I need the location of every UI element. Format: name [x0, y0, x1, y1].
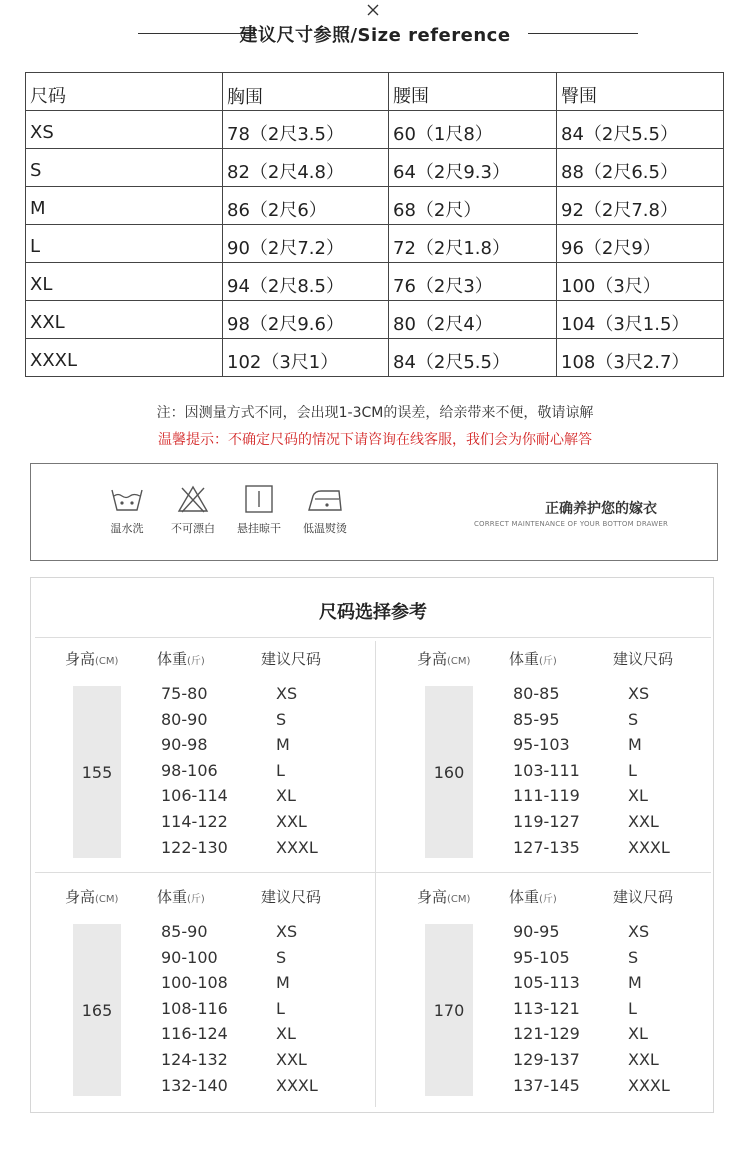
suggested-size: M — [628, 973, 642, 993]
weight-range: 129-137 — [513, 1049, 580, 1069]
weight-range: 75-80 — [161, 684, 208, 703]
table-cell: 98（2尺9.6） — [223, 301, 389, 339]
height-group-155 — [31, 638, 371, 868]
suggested-size: XXXL — [628, 1075, 670, 1095]
weight-range: 95-105 — [513, 947, 570, 967]
header-cell: 尺码 — [26, 73, 223, 111]
table-cell: M — [26, 187, 223, 225]
divider — [375, 641, 376, 1107]
suggested-size: M — [276, 735, 290, 755]
size-reference-header — [0, 18, 750, 48]
suggested-size: XXL — [628, 811, 659, 831]
table-cell: 60（1尺8） — [389, 111, 557, 149]
care-label: 温水洗 — [110, 522, 144, 535]
header-cell: 胸围 — [223, 73, 389, 111]
weight-range: 113-121 — [513, 998, 580, 1018]
low-iron-icon — [305, 484, 345, 514]
suggested-size: S — [628, 709, 639, 729]
suggested-size: XXXL — [276, 1075, 318, 1095]
weight-range: 98-106 — [161, 760, 218, 780]
weight-list — [161, 684, 228, 863]
weight-column-header: 体重(斤) — [509, 650, 557, 668]
suggested-size: XXXL — [628, 837, 670, 857]
weight-range: 95-103 — [513, 735, 570, 755]
weight-range: 137-145 — [513, 1075, 580, 1095]
weight-range: 105-113 — [513, 973, 580, 993]
height-value: 155 — [81, 763, 113, 782]
weight-list — [161, 922, 228, 1101]
table-row — [26, 263, 724, 301]
table-cell: 104（3尺1.5） — [557, 301, 724, 339]
care-item-low-iron — [285, 484, 365, 536]
measurement-note: 注：因测量方式不同，会出现1-3CM的误差，给亲带来不便，敬请谅解 — [156, 405, 594, 421]
table-cell: 90（2尺7.2） — [223, 225, 389, 263]
weight-range: 100-108 — [161, 973, 228, 993]
weight-range: 119-127 — [513, 811, 580, 831]
weight-range: 106-114 — [161, 786, 228, 806]
weight-column-header: 体重(斤) — [157, 888, 205, 906]
size-column-header: 建议尺码 — [613, 650, 674, 668]
size-column-header: 建议尺码 — [261, 650, 322, 668]
suggested-size: XL — [628, 786, 648, 806]
title-divider-right — [528, 33, 638, 34]
weight-range: 90-95 — [513, 922, 560, 941]
suggested-size: M — [628, 735, 642, 755]
header-cell: 腰围 — [389, 73, 557, 111]
table-cell: 108（3尺2.7） — [557, 339, 724, 377]
table-cell: 94（2尺8.5） — [223, 263, 389, 301]
weight-range: 111-119 — [513, 786, 580, 806]
size-selection-panel — [30, 577, 714, 1113]
weight-range: 90-98 — [161, 735, 208, 755]
table-cell: L — [26, 225, 223, 263]
table-row — [26, 225, 724, 263]
table-cell: 102（3尺1） — [223, 339, 389, 377]
weight-range: 80-85 — [513, 684, 560, 703]
care-subtitle: CORRECT MAINTENANCE OF YOUR BOTTOM DRAWER — [473, 520, 669, 528]
size-list — [276, 684, 318, 863]
table-cell: 82（2尺4.8） — [223, 149, 389, 187]
weight-range: 127-135 — [513, 837, 580, 857]
table-cell: 100（3尺） — [557, 263, 724, 301]
suggested-size: XS — [628, 684, 650, 703]
close-icon[interactable] — [366, 3, 380, 17]
suggested-size: XXXL — [276, 837, 318, 857]
suggested-size: L — [628, 998, 637, 1018]
height-group-165 — [31, 876, 371, 1106]
size-selection-title: 尺码选择参考 — [319, 602, 427, 623]
height-column-header: 身高(CM) — [65, 888, 119, 906]
suggested-size: XS — [628, 922, 650, 941]
weight-range: 116-124 — [161, 1024, 228, 1044]
height-value: 160 — [433, 763, 465, 782]
table-row — [26, 301, 724, 339]
height-group-170 — [383, 876, 723, 1106]
suggested-size: XL — [276, 1024, 296, 1044]
table-cell: 80（2尺4） — [389, 301, 557, 339]
table-row — [26, 111, 724, 149]
table-row — [26, 187, 724, 225]
warm-wash-icon — [110, 484, 144, 514]
suggested-size: XL — [628, 1024, 648, 1044]
height-value: 165 — [81, 1001, 113, 1020]
weight-column-header: 体重(斤) — [157, 650, 205, 668]
weight-range: 85-95 — [513, 709, 560, 729]
care-label: 不可漂白 — [171, 522, 215, 535]
height-column-header: 身高(CM) — [417, 888, 471, 906]
weight-range: 85-90 — [161, 922, 208, 941]
table-cell: XXL — [26, 301, 223, 339]
size-list — [276, 922, 318, 1101]
suggested-size: XXL — [276, 1049, 307, 1069]
weight-range: 108-116 — [161, 998, 228, 1018]
table-cell: 92（2尺7.8） — [557, 187, 724, 225]
weight-range: 132-140 — [161, 1075, 228, 1095]
suggested-size: L — [276, 760, 285, 780]
page-title: 建议尺寸参照/Size reference — [239, 25, 511, 46]
suggested-size: XXL — [628, 1049, 659, 1069]
weight-list — [513, 922, 580, 1101]
divider — [35, 872, 711, 873]
weight-range: 121-129 — [513, 1024, 580, 1044]
size-column-header: 建议尺码 — [613, 888, 674, 906]
table-cell: S — [26, 149, 223, 187]
care-label: 悬挂晾干 — [237, 522, 281, 535]
suggested-size: S — [276, 947, 287, 967]
suggested-size: S — [628, 947, 639, 967]
size-list — [628, 922, 670, 1101]
table-cell: XXXL — [26, 339, 223, 377]
warm-tip: 温馨提示：不确定尺码的情况下请咨询在线客服，我们会为你耐心解答 — [158, 432, 592, 448]
weight-list — [513, 684, 580, 863]
table-cell: XL — [26, 263, 223, 301]
height-column-header: 身高(CM) — [65, 650, 119, 668]
table-cell: 76（2尺3） — [389, 263, 557, 301]
care-instructions-box — [30, 463, 718, 561]
size-list — [628, 684, 670, 863]
height-column-header: 身高(CM) — [417, 650, 471, 668]
table-cell: 84（2尺5.5） — [389, 339, 557, 377]
suggested-size: S — [276, 709, 287, 729]
table-cell: 68（2尺） — [389, 187, 557, 225]
size-column-header: 建议尺码 — [261, 888, 322, 906]
table-cell: 88（2尺6.5） — [557, 149, 724, 187]
weight-range: 114-122 — [161, 811, 228, 831]
size-measurement-table — [25, 72, 724, 377]
weight-range: 90-100 — [161, 947, 218, 967]
suggested-size: L — [276, 998, 285, 1018]
suggested-size: M — [276, 973, 290, 993]
suggested-size: L — [628, 760, 637, 780]
no-bleach-icon — [176, 484, 210, 514]
table-cell: 72（2尺1.8） — [389, 225, 557, 263]
hang-dry-icon — [242, 484, 276, 514]
table-cell: 84（2尺5.5） — [557, 111, 724, 149]
table-cell: XS — [26, 111, 223, 149]
weight-range: 122-130 — [161, 837, 228, 857]
header-cell: 臀围 — [557, 73, 724, 111]
table-cell: 96（2尺9） — [557, 225, 724, 263]
table-cell: 64（2尺9.3） — [389, 149, 557, 187]
weight-column-header: 体重(斤) — [509, 888, 557, 906]
care-label: 低温熨烫 — [303, 522, 347, 535]
height-value: 170 — [433, 1001, 465, 1020]
table-cell: 86（2尺6） — [223, 187, 389, 225]
table-header-row — [26, 73, 724, 111]
suggested-size: XL — [276, 786, 296, 806]
weight-range: 124-132 — [161, 1049, 228, 1069]
care-title: 正确养护您的嫁衣 — [545, 501, 657, 517]
table-cell: 78（2尺3.5） — [223, 111, 389, 149]
suggested-size: XS — [276, 922, 298, 941]
table-row — [26, 149, 724, 187]
table-row — [26, 339, 724, 377]
suggested-size: XS — [276, 684, 298, 703]
height-group-160 — [383, 638, 723, 868]
weight-range: 80-90 — [161, 709, 208, 729]
suggested-size: XXL — [276, 811, 307, 831]
weight-range: 103-111 — [513, 760, 580, 780]
